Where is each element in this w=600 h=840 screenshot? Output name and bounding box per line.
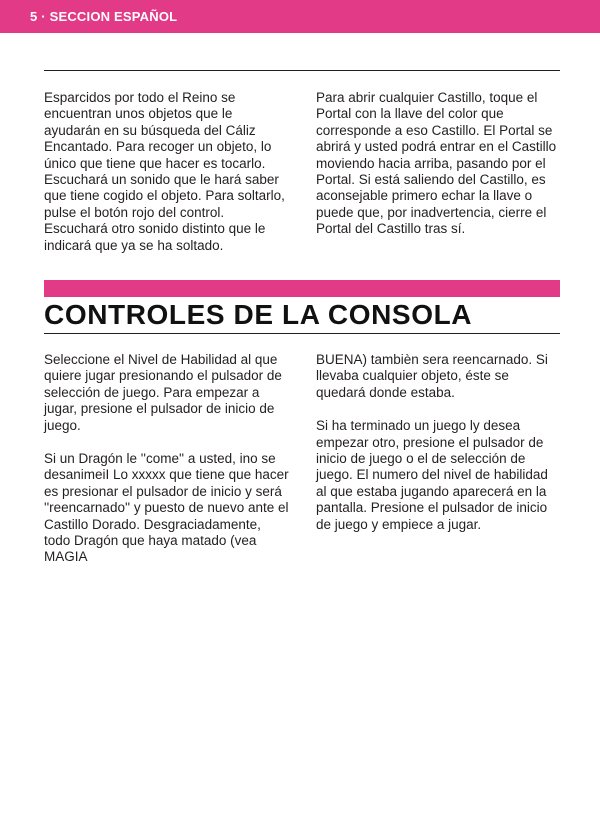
section-left-paragraph-2: Si un Dragón le ''come'' a usted, ino se desanimeiI Lo xxxxx que tiene que hacer es presionar el pulsador de inicio y será ''reencarnado'' y puesto de nuevo ante el Castillo Dorado. Desgraciadamente, todo Dragón que haya matado (vea MAGIA xyxy=(44,451,289,565)
section-right-paragraph-2: Si ha terminado un juego ly desea empezar otro, presione el pulsador de inicio de juego o el de selección de juego. El numero del nivel de habilidad al que estaba jugando aparecerá en la pantalla. Presione el pulsador de inicio de juego y empiece a jugar. xyxy=(316,418,548,532)
section-left-column xyxy=(44,352,289,583)
section-accent-bar xyxy=(44,280,560,297)
section-label: 5 · SECCION ESPAÑOL xyxy=(30,9,178,24)
section-title: CONTROLES DE LA CONSOLA xyxy=(44,299,473,330)
section-title-underline xyxy=(44,333,560,334)
intro-right-paragraph: Para abrir cualquier Castillo, toque el Portal con la llave del color que corresponde a eso Castillo. El Portal se abrirá y usted podrá entrar en el Castillo moviendo hacia arriba, pasando por el Portal. Si está saliendo del Castillo, es aconsejable primero echar la llave o puede que, por inadvertencia, cierre el Portal del Castillo tras sí. xyxy=(316,90,557,237)
section-header-banner xyxy=(0,0,600,33)
section-right-paragraph-1: BUENA) tambièn sera reencarnado. Si llevaba cualquier objeto, éste se quedará donde estaba. xyxy=(316,352,548,400)
section-right-column xyxy=(316,352,561,550)
intro-left-column xyxy=(44,90,289,271)
intro-left-paragraph: Esparcidos por todo el Reino se encuentran unos objetos que le ayudarán en su búsqueda del Cáliz Encantado. Para recoger un objeto, lo único que tiene que hacer es tocarlo. Escuchará un sonido que le hará saber que tiene cogido el objeto. Para soltarlo, pulse el botón rojo del control. Escuchará otro sonido distinto que le indicará que ya se ha soltado. xyxy=(44,90,285,253)
intro-right-column xyxy=(316,90,561,255)
top-divider xyxy=(44,70,560,71)
section-left-paragraph-1: Seleccione el Nivel de Habilidad al que quiere jugar presionando el pulsador de selección de juego. Para empezar a jugar, presione el pulsador de inicio de juego. xyxy=(44,352,282,433)
